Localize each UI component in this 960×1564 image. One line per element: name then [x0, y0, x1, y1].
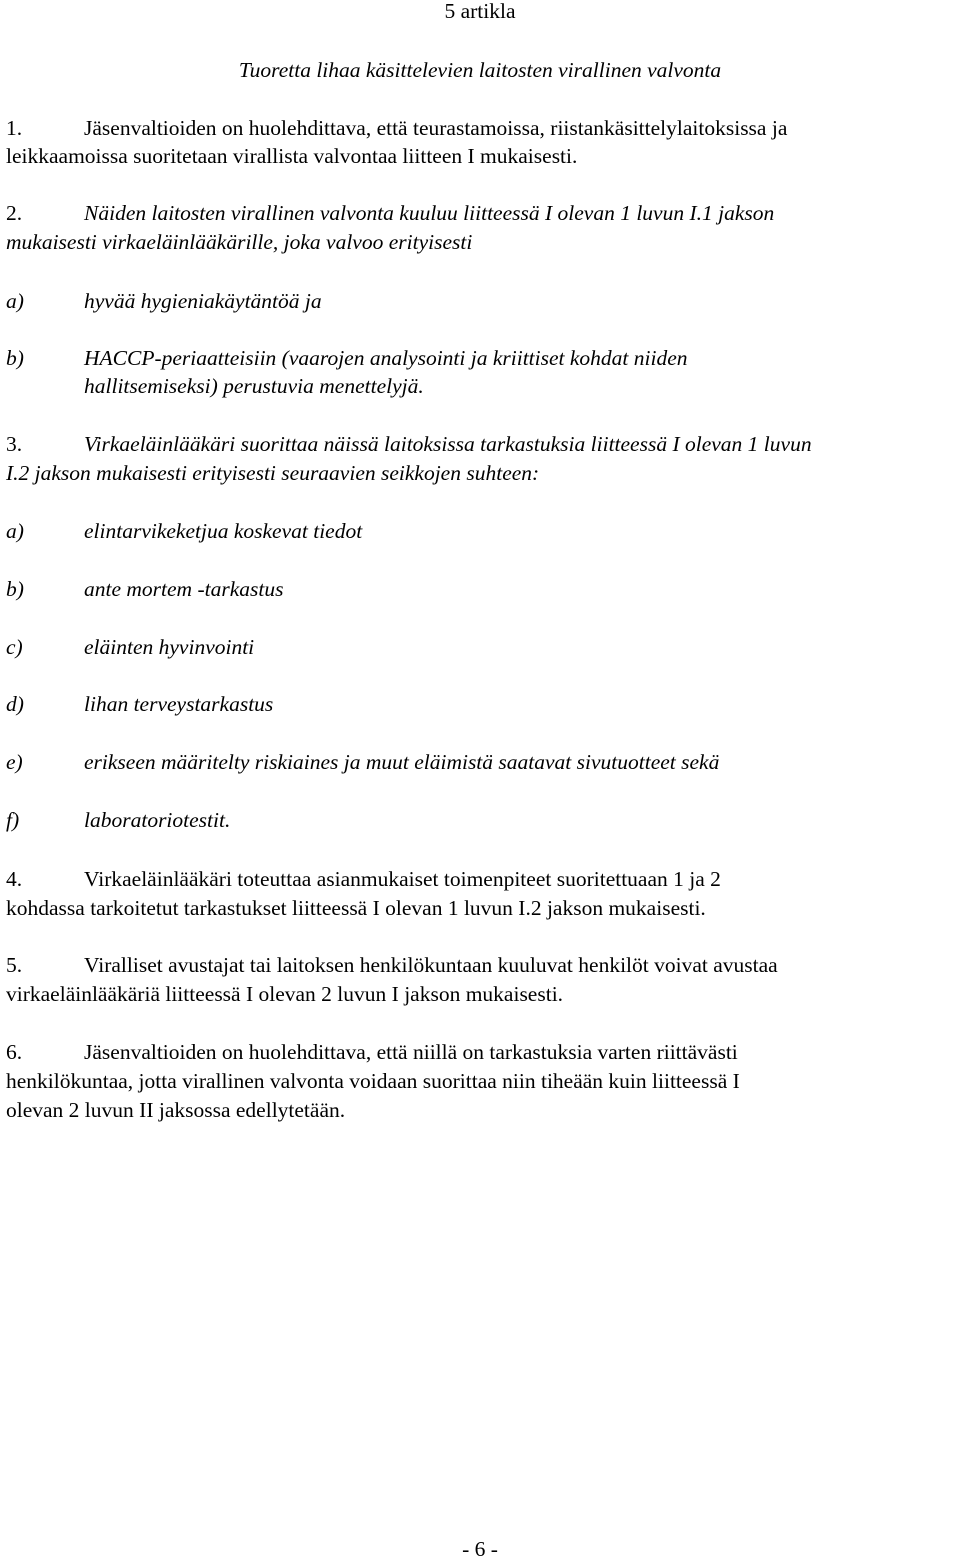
paragraph-5-number: 5.: [6, 953, 23, 977]
paragraph-4-line-2: kohdassa tarkoitetut tarkastukset liitteessä I olevan 1 luvun I.2 jakson mukaisesti.: [6, 896, 706, 920]
paragraph-5-line-2: virkaeläinlääkäriä liitteessä I olevan 2 luvun I jakson mukaisesti.: [6, 982, 564, 1006]
paragraph-4-number: 4.: [6, 867, 23, 891]
paragraph-3-item-d-letter: d): [6, 692, 24, 716]
paragraph-2-line-1: Näiden laitosten virallinen valvonta kuuluu liitteessä I olevan 1 luvun I.1 jakson: [84, 201, 775, 225]
paragraph-3-item-c-letter: c): [6, 635, 23, 659]
paragraph-3-item-e-letter: e): [6, 750, 23, 774]
paragraph-1-line-1: Jäsenvaltioiden on huolehdittava, että teurastamoissa, riistankäsittelylaitoksissa ja: [84, 116, 788, 140]
paragraph-5-line-1: Viralliset avustajat tai laitoksen henkilökuntaan kuuluvat henkilöt voivat avustaa: [84, 953, 778, 977]
paragraph-1-line-2: leikkaamoissa suoritetaan virallista valvontaa liitteen I mukaisesti.: [6, 144, 578, 168]
paragraph-3-line-1: Virkaeläinlääkäri suorittaa näissä laitoksissa tarkastuksia liitteessä I olevan 1 luvun: [84, 432, 812, 456]
paragraph-4-line-1: Virkaeläinlääkäri toteuttaa asianmukaiset toimenpiteet suoritettuaan 1 ja 2: [84, 867, 721, 891]
paragraph-3-item-d-text: lihan terveystarkastus: [84, 692, 274, 716]
paragraph-6-line-2: henkilökuntaa, jotta virallinen valvonta voidaan suorittaa niin tiheään kuin liitteessä I: [6, 1069, 740, 1093]
paragraph-2-item-b-line-2: hallitsemiseksi) perustuvia menettelyjä.: [84, 374, 424, 398]
article-subheading: Tuoretta lihaa käsittelevien laitosten virallinen valvonta: [238, 58, 722, 82]
page-number: - 6 -: [462, 1537, 498, 1561]
paragraph-6-line-3: olevan 2 luvun II jaksossa edellytetään.: [6, 1098, 346, 1122]
paragraph-3-item-b-letter: b): [6, 577, 24, 601]
paragraph-2-number: 2.: [6, 201, 23, 225]
paragraph-3-item-b-text: ante mortem -tarkastus: [84, 577, 284, 601]
paragraph-3-item-f-letter: f): [6, 808, 20, 832]
paragraph-2-line-2: mukaisesti virkaeläinlääkärille, joka valvoo erityisesti: [6, 230, 473, 254]
paragraph-2-item-a-text: hyvää hygieniakäytäntöä ja: [84, 289, 322, 313]
paragraph-2-item-b-letter: b): [6, 346, 24, 370]
paragraph-2-item-a-letter: a): [6, 289, 24, 313]
paragraph-3-item-e-text: erikseen määritelty riskiaines ja muut eläimistä saatavat sivutuotteet sekä: [84, 750, 720, 774]
paragraph-6-line-1: Jäsenvaltioiden on huolehdittava, että niillä on tarkastuksia varten riittävästi: [84, 1040, 738, 1064]
paragraph-3-item-a-text: elintarvikeketjua koskevat tiedot: [84, 519, 363, 543]
paragraph-6-number: 6.: [6, 1040, 23, 1064]
article-heading: 5 artikla: [444, 0, 516, 23]
paragraph-3-number: 3.: [6, 432, 23, 456]
paragraph-2-item-b-line-1: HACCP-periaatteisiin (vaarojen analysointi ja kriittiset kohdat niiden: [84, 346, 688, 370]
paragraph-1-number: 1.: [6, 116, 23, 140]
paragraph-3-item-a-letter: a): [6, 519, 24, 543]
paragraph-3-item-c-text: eläinten hyvinvointi: [84, 635, 255, 659]
paragraph-3-item-f-text: laboratoriotestit.: [84, 808, 231, 832]
paragraph-3-line-2: I.2 jakson mukaisesti erityisesti seuraavien seikkojen suhteen:: [6, 461, 540, 485]
